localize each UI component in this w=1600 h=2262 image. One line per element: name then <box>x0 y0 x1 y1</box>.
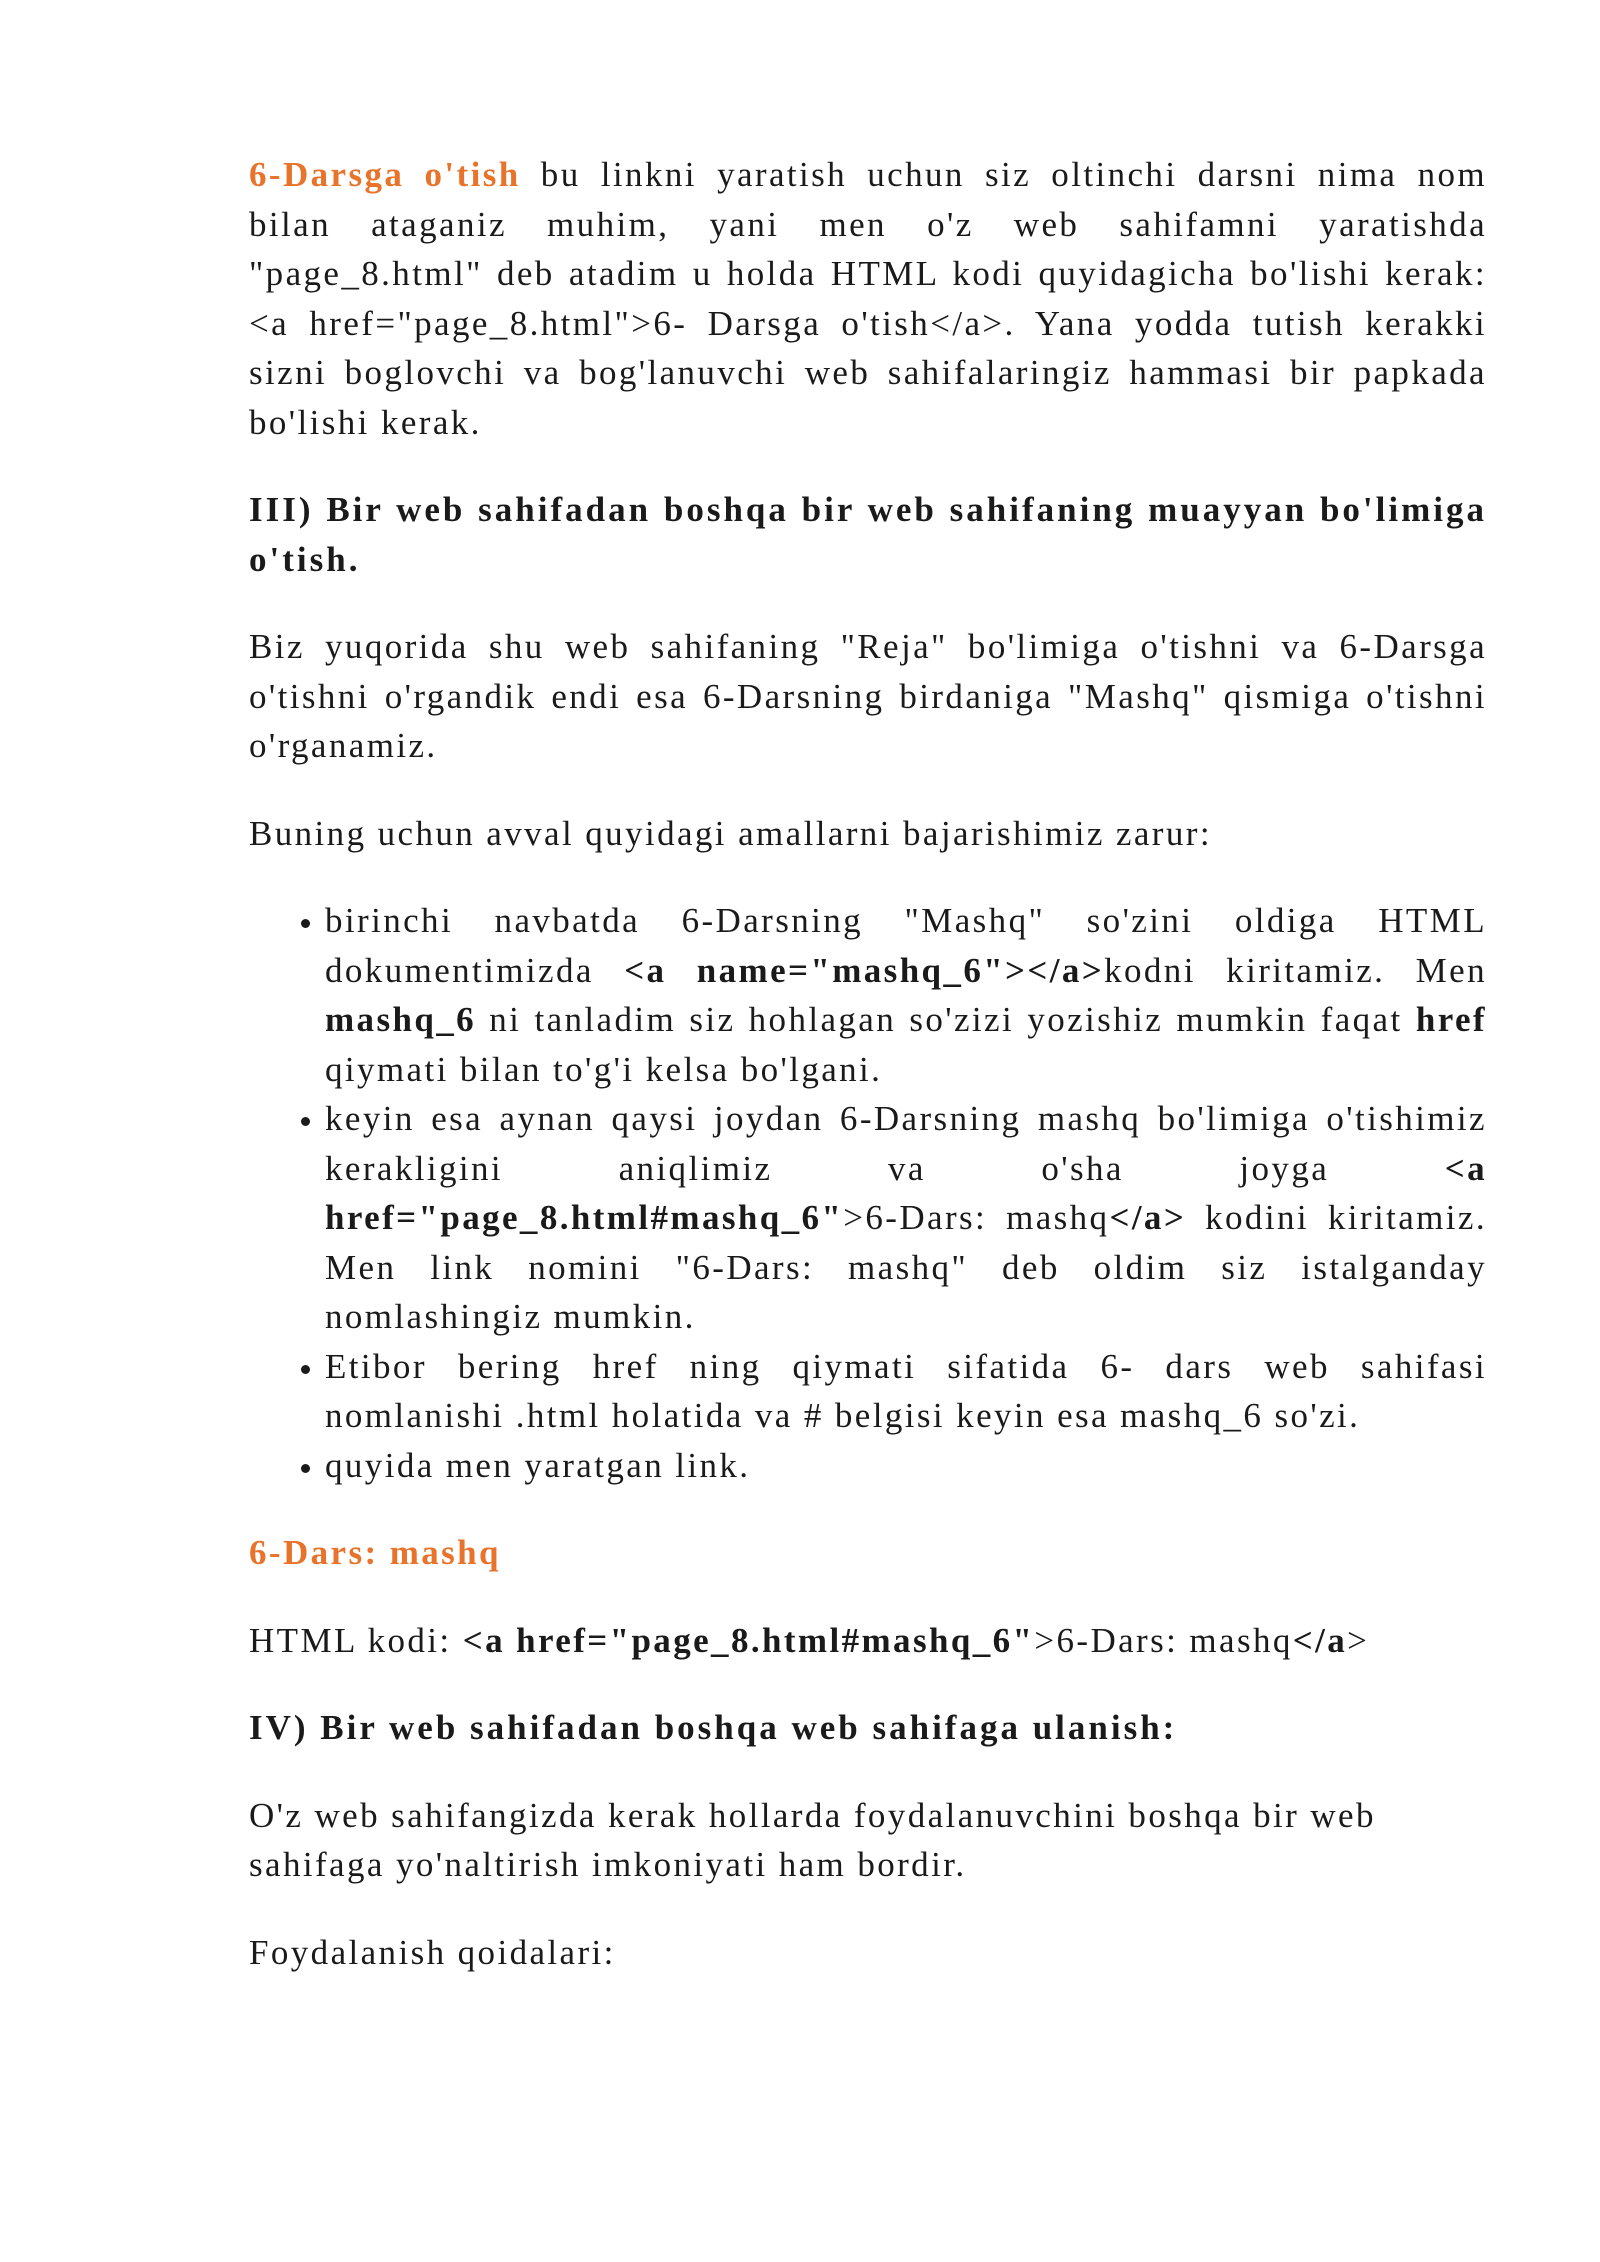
code-anchor-close: </a <box>1292 1620 1348 1660</box>
paragraph-reja: Biz yuqorida shu web sahifaning "Reja" bo'limiga o'tishni va 6-Darsga o'tishni o'rgandik endi esa 6-Darsning birdaniga "Mashq" qismiga o'tishni o'rganamiz. <box>249 627 1487 765</box>
list-item: • Etibor bering href ning qiymati sifatida 6- dars web sahifasi nomlanishi .html holatida va # belgisi keyin esa mashq_6 so'zi. <box>325 1342 1487 1441</box>
code-link-text: >6-Dars: mashq <box>1034 1620 1293 1660</box>
list-item <box>325 896 1487 1094</box>
link-6-darsga-otish[interactable]: 6-Darsga o'tish <box>249 155 521 194</box>
paragraph-link-mashq <box>249 1528 1487 1578</box>
code-href: href <box>1415 1000 1487 1039</box>
list-item <box>325 1094 1487 1342</box>
section-heading-iii: III) Bir web sahifadan boshqa bir web sahifaning muayyan bo'limiga o'tish. <box>249 490 1487 579</box>
steps-list <box>249 896 1487 1490</box>
paragraph-ulanish: O'z web sahifangizda kerak hollarda foydalanuvchini boshqa bir web sahifaga yo'naltirish imkoniyati ham bordir. <box>249 1795 1376 1884</box>
code-anchor-href: <a href="page_8.html#mashq_6" <box>462 1620 1035 1660</box>
paragraph-amallar: Buning uchun avval quyidagi amallarni bajarishimiz zarur: <box>249 813 1212 853</box>
list-item-text: ni tanladim siz hohlagan so'zizi yozishiz mumkin faqat <box>476 1000 1416 1039</box>
list-item-text: qiymati bilan to'g'i kelsa bo'lgani. <box>325 1049 883 1089</box>
code-anchor-name: <a name="mashq_6"></a> <box>624 950 1105 990</box>
code-mashq-6: mashq_6 <box>325 1000 477 1039</box>
paragraph-html-code <box>249 1616 1487 1666</box>
paragraph-text: bu linkni yaratish uchun siz oltinchi darsni nima nom bilan ataganiz muhim, yani men o'z web sahifamni yaratishda "page_8.html" deb atadim u holda HTML kodi quyidagicha bo'lishi kerak: <a href="page_8.html">6- Darsga o'tish</a>. Yana yodda tutish kerakki sizni boglovchi va bog'lanuvchi web sahifalaringiz hammasi bir papkada bo'lishi kerak. <box>249 155 1488 442</box>
list-item: • quyida men yaratgan link. <box>325 1441 1487 1491</box>
code-anchor-close: </a> <box>1109 1198 1187 1237</box>
code-close-bracket: > <box>1347 1620 1370 1660</box>
list-item-text: birinchi navbatda 6-Darsning "Mashq" so'zini oldiga HTML dokumentimizda <box>325 901 1487 990</box>
list-item-text: keyin esa aynan qaysi joydan 6-Darsning mashq bo'limiga o'tishimiz kerakligini aniqlimiz va o'sha joyga <box>325 1099 1487 1188</box>
code-label: HTML kodi: <box>249 1620 463 1660</box>
link-6-dars-mashq[interactable]: 6-Dars: mashq <box>249 1533 501 1572</box>
code-anchor-href: <a href="page_8.html#mashq_6" <box>325 1148 1487 1237</box>
list-item-text: >6-Dars: mashq <box>843 1198 1110 1237</box>
list-item-text: kodni kiritamiz. Men <box>1104 950 1487 990</box>
paragraph-darsga-otish <box>249 150 1487 447</box>
section-heading-iv: IV) Bir web sahifadan boshqa web sahifaga ulanish: <box>249 1708 1178 1747</box>
paragraph-qoidalar: Foydalanish qoidalari: <box>249 1932 616 1972</box>
document-page <box>249 150 1487 2015</box>
list-item-text: kodini kiritamiz. Men link nomini "6-Dars: mashq" deb oldim siz istalganday nomlashingiz mumkin. <box>325 1198 1488 1336</box>
